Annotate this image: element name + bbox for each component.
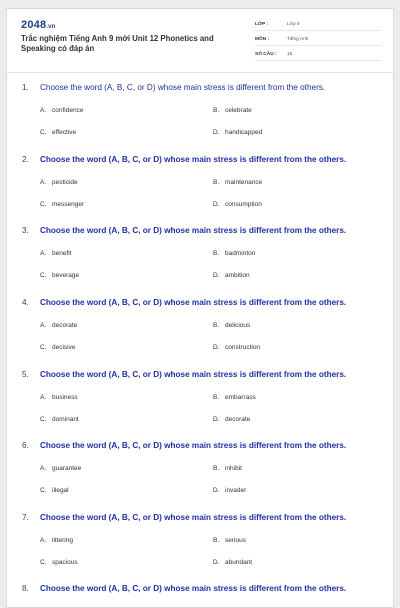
option-text: ambition bbox=[225, 272, 250, 279]
option-d[interactable] bbox=[213, 201, 262, 208]
question-prompt: Choose the word (A, B, C, or D) whose main stress is different from the others. bbox=[40, 513, 347, 522]
worksheet-page bbox=[6, 8, 394, 608]
question-prompt: Choose the word (A, B, C, or D) whose main stress is different from the others. bbox=[40, 370, 347, 379]
option-letter: C. bbox=[40, 416, 47, 423]
option-a[interactable] bbox=[40, 250, 72, 257]
option-text: messenger bbox=[52, 201, 85, 208]
logo-main: 2048 bbox=[21, 19, 47, 31]
meta-row-subject bbox=[255, 33, 381, 46]
meta-row-class bbox=[255, 18, 381, 31]
option-letter: D. bbox=[213, 129, 220, 136]
option-letter: D. bbox=[213, 416, 220, 423]
meta-label: LỚP : bbox=[255, 21, 269, 27]
option-a[interactable] bbox=[40, 107, 83, 114]
option-letter: A. bbox=[40, 179, 47, 186]
option-text: business bbox=[52, 394, 78, 401]
option-letter: C. bbox=[40, 272, 47, 279]
option-text: decorate bbox=[52, 322, 78, 329]
option-text: delicious bbox=[225, 322, 251, 329]
question-prompt: Choose the word (A, B, C, or D) whose main stress is different from the others. bbox=[40, 83, 326, 92]
option-letter: C. bbox=[40, 201, 47, 208]
question-prompt: Choose the word (A, B, C, or D) whose main stress is different from the others. bbox=[40, 226, 347, 235]
option-letter: B. bbox=[213, 394, 220, 401]
option-text: consumption bbox=[225, 201, 262, 208]
question-prompt: Choose the word (A, B, C, or D) whose main stress is different from the others. bbox=[40, 441, 347, 450]
option-text: beverage bbox=[52, 272, 80, 279]
meta-value: Lớp 9 bbox=[287, 21, 300, 27]
logo-suffix: .vn bbox=[46, 24, 56, 30]
question-text bbox=[22, 441, 346, 450]
option-text: maintenance bbox=[225, 179, 263, 186]
option-c[interactable] bbox=[40, 272, 79, 279]
question-text bbox=[22, 513, 346, 522]
option-b[interactable] bbox=[213, 322, 250, 329]
option-letter: D. bbox=[213, 559, 220, 566]
question-text bbox=[22, 370, 346, 379]
question-number: 7. bbox=[22, 513, 29, 522]
worksheet-header bbox=[7, 9, 393, 73]
option-text: illegal bbox=[52, 487, 69, 494]
option-text: construction bbox=[225, 344, 261, 351]
option-letter: B. bbox=[213, 465, 220, 472]
question-number: 2. bbox=[22, 155, 29, 164]
option-a[interactable] bbox=[40, 394, 78, 401]
option-letter: A. bbox=[40, 107, 47, 114]
option-letter: D. bbox=[213, 201, 220, 208]
option-b[interactable] bbox=[213, 537, 246, 544]
option-text: embarrass bbox=[225, 394, 256, 401]
option-text: serious bbox=[225, 537, 246, 544]
meta-value: Tiếng Anh bbox=[287, 36, 309, 42]
option-text: badminton bbox=[225, 250, 256, 257]
question-number: 5. bbox=[22, 370, 29, 379]
question-prompt: Choose the word (A, B, C, or D) whose main stress is different from the others. bbox=[40, 584, 347, 593]
option-a[interactable] bbox=[40, 322, 77, 329]
option-letter: B. bbox=[213, 537, 220, 544]
question-number: 1. bbox=[22, 83, 29, 92]
option-text: effective bbox=[52, 129, 77, 136]
option-c[interactable] bbox=[40, 559, 78, 566]
option-text: guarantee bbox=[52, 465, 82, 472]
option-letter: D. bbox=[213, 272, 220, 279]
worksheet-title: Trắc nghiệm Tiếng Anh 9 mới Unit 12 Phonetics and Speaking có đáp án bbox=[21, 34, 214, 53]
option-text: confidence bbox=[52, 107, 84, 114]
question-number: 3. bbox=[22, 226, 29, 235]
option-b[interactable] bbox=[213, 250, 255, 257]
option-b[interactable] bbox=[213, 107, 252, 114]
option-text: dominant bbox=[52, 416, 79, 423]
question-text bbox=[22, 298, 346, 307]
option-c[interactable] bbox=[40, 344, 75, 351]
option-c[interactable] bbox=[40, 416, 79, 423]
question-number: 6. bbox=[22, 441, 29, 450]
option-a[interactable] bbox=[40, 537, 73, 544]
question-text bbox=[22, 155, 346, 164]
option-letter: A. bbox=[40, 537, 47, 544]
option-text: pesticide bbox=[52, 179, 78, 186]
meta-label: MÔN : bbox=[255, 36, 270, 42]
site-logo[interactable] bbox=[21, 19, 56, 31]
option-text: benefit bbox=[52, 250, 72, 257]
question-text bbox=[22, 83, 325, 92]
option-letter: B. bbox=[213, 250, 220, 257]
option-letter: A. bbox=[40, 465, 47, 472]
option-c[interactable] bbox=[40, 129, 76, 136]
question-text bbox=[22, 226, 346, 235]
option-letter: C. bbox=[40, 487, 47, 494]
option-letter: D. bbox=[213, 487, 220, 494]
option-letter: A. bbox=[40, 322, 47, 329]
worksheet-meta bbox=[255, 18, 381, 63]
option-a[interactable] bbox=[40, 179, 78, 186]
question-prompt: Choose the word (A, B, C, or D) whose main stress is different from the others. bbox=[40, 155, 347, 164]
meta-label: SỐ CÂU : bbox=[255, 51, 277, 57]
meta-value: 15 bbox=[287, 51, 293, 57]
option-text: inhibit bbox=[225, 465, 242, 472]
option-d[interactable] bbox=[213, 487, 246, 494]
question-prompt: Choose the word (A, B, C, or D) whose main stress is different from the others. bbox=[40, 298, 347, 307]
option-text: spacious bbox=[52, 559, 78, 566]
option-d[interactable] bbox=[213, 416, 250, 423]
option-letter: A. bbox=[40, 394, 47, 401]
question-text bbox=[22, 584, 346, 593]
option-b[interactable] bbox=[213, 179, 262, 186]
option-a[interactable] bbox=[40, 465, 81, 472]
option-letter: B. bbox=[213, 322, 220, 329]
option-text: celebrate bbox=[225, 107, 252, 114]
option-letter: C. bbox=[40, 344, 47, 351]
option-letter: B. bbox=[213, 179, 220, 186]
option-text: decorate bbox=[225, 416, 251, 423]
option-b[interactable] bbox=[213, 465, 242, 472]
option-letter: A. bbox=[40, 250, 47, 257]
option-c[interactable] bbox=[40, 201, 84, 208]
option-text: decisive bbox=[52, 344, 76, 351]
option-d[interactable] bbox=[213, 272, 250, 279]
option-text: invader bbox=[225, 487, 247, 494]
option-d[interactable] bbox=[213, 129, 262, 136]
option-text: abundant bbox=[225, 559, 253, 566]
option-c[interactable] bbox=[40, 487, 69, 494]
question-number: 8. bbox=[22, 584, 29, 593]
meta-row-count bbox=[255, 48, 381, 61]
option-text: littering bbox=[52, 537, 73, 544]
option-d[interactable] bbox=[213, 344, 260, 351]
option-letter: C. bbox=[40, 559, 47, 566]
option-letter: C. bbox=[40, 129, 47, 136]
option-d[interactable] bbox=[213, 559, 252, 566]
option-letter: D. bbox=[213, 344, 220, 351]
option-b[interactable] bbox=[213, 394, 256, 401]
question-number: 4. bbox=[22, 298, 29, 307]
option-letter: B. bbox=[213, 107, 220, 114]
option-text: handicapped bbox=[225, 129, 263, 136]
